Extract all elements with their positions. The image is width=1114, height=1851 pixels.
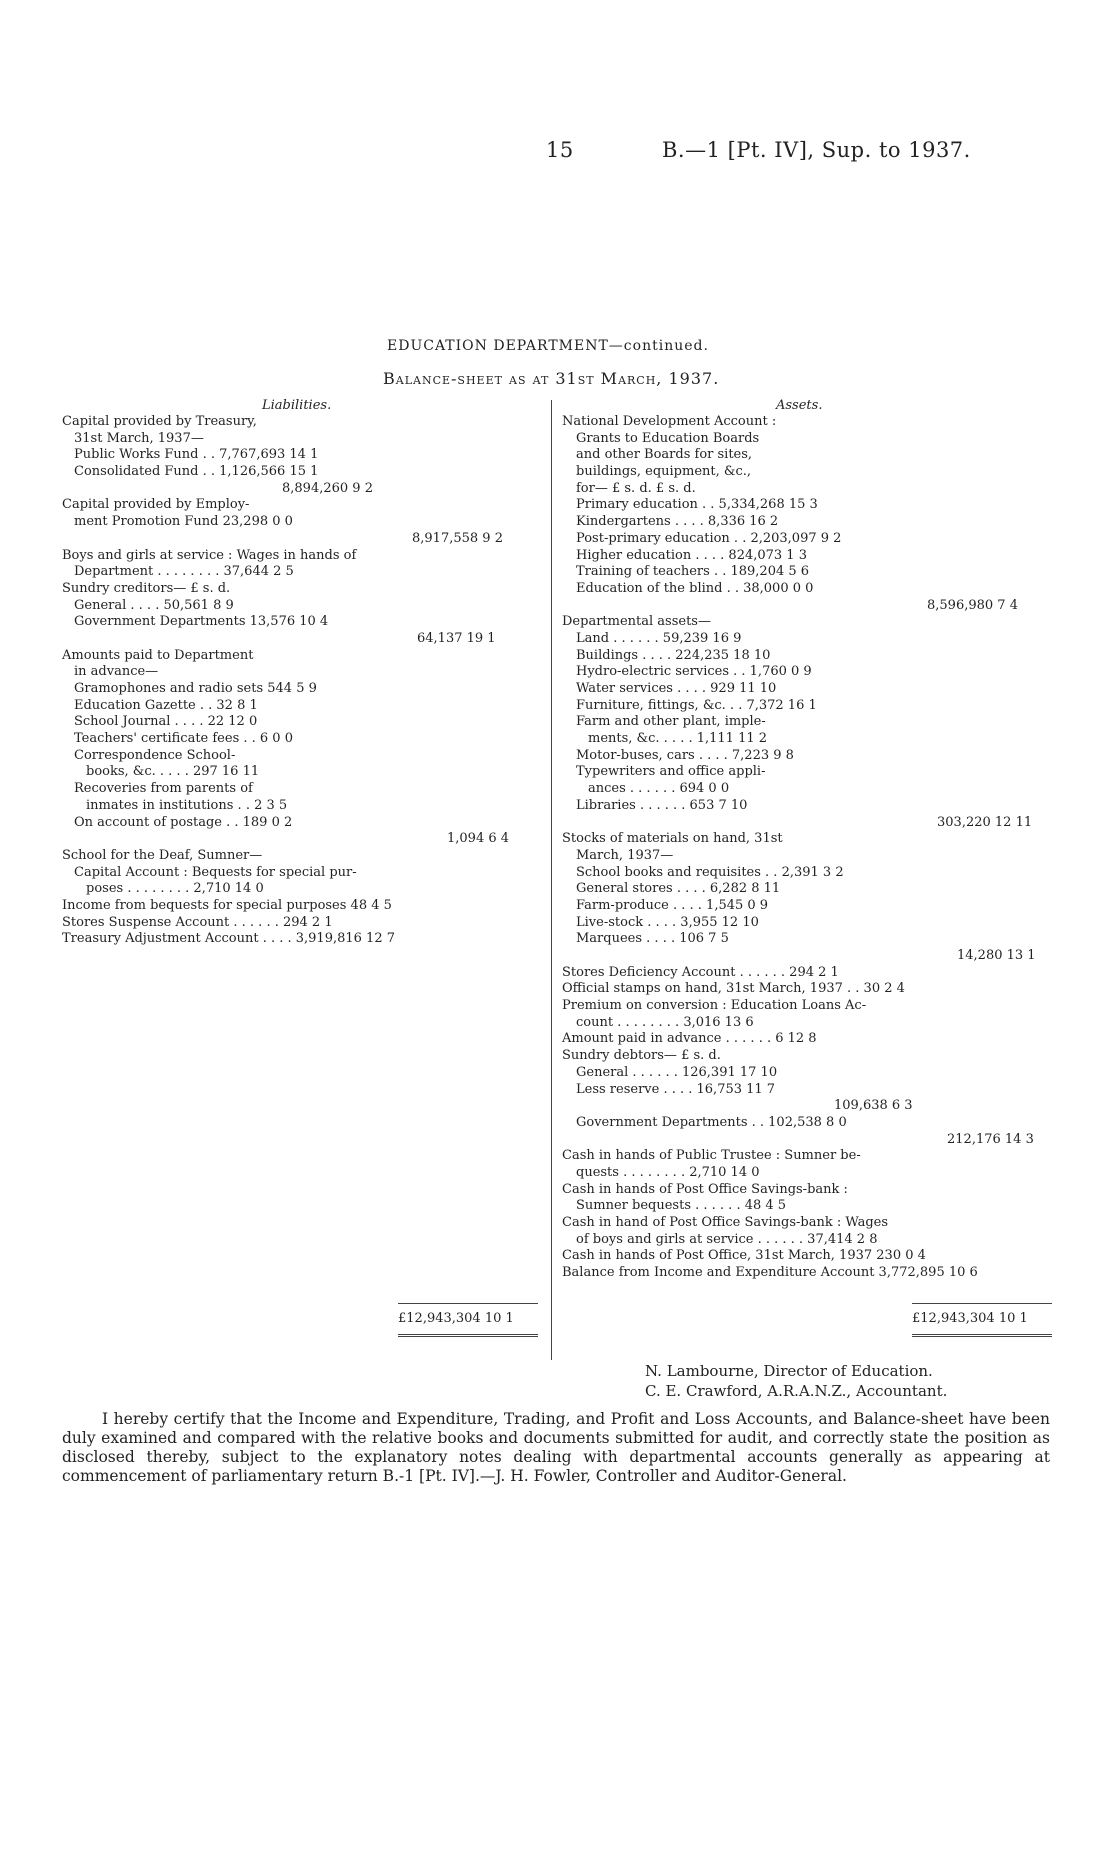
assets-table (562, 414, 1062, 1282)
asset-line: Amount paid in advance . . . . . . 6 12 8 (562, 1031, 817, 1047)
liability-line: Amounts paid to Department (62, 647, 254, 663)
asset-line: for— £ s. d. £ s. d. (576, 480, 696, 496)
asset-line: Typewriters and office appli- (576, 764, 766, 780)
liabilities-total: £12,943,304 10 1 (398, 1311, 514, 1326)
asset-line: Land . . . . . . 59,239 16 9 (576, 630, 742, 646)
asset-line: Farm and other plant, imple- (576, 714, 766, 730)
signature-director: N. Lambourne, Director of Education. (645, 1362, 933, 1380)
asset-line: Cash in hand of Post Office Savings-bank : Wages (562, 1215, 889, 1230)
asset-line: Post-primary education . . 2,203,097 9 2 (576, 530, 842, 546)
liability-line: Sundry creditors— £ s. d. (62, 580, 231, 596)
document-reference: B.—1 [Pt. IV], Sup. to 1937. (662, 138, 971, 162)
liability-line: Public Works Fund . . 7,767,693 14 1 (74, 447, 319, 463)
asset-line: Sumner bequests . . . . . . 48 4 5 (576, 1198, 787, 1214)
liabilities-total-rule-bottom (398, 1334, 538, 1337)
liability-line: General . . . . 50,561 8 9 (74, 597, 234, 613)
asset-line: Government Departments . . 102,538 8 0 (576, 1114, 847, 1130)
liability-line: ment Promotion Fund 23,298 0 0 (74, 514, 293, 530)
liability-line: Treasury Adjustment Account . . . . 3,919,816 12 7 (62, 931, 395, 947)
liability-line: inmates in institutions . . 2 3 5 (86, 797, 288, 813)
page-number: 15 (546, 138, 574, 162)
asset-line: 109,638 6 3 (834, 1098, 913, 1114)
liabilities-heading: Liabilities. (262, 398, 332, 413)
liability-line: Income from bequests for special purposes 48 4 5 (62, 897, 392, 913)
asset-line: Libraries . . . . . . 653 7 10 (576, 797, 748, 813)
assets-total: £12,943,304 10 1 (912, 1311, 1028, 1326)
liability-line: Consolidated Fund . . 1,126,566 15 1 (74, 464, 319, 480)
liability-line: Capital Account : Bequests for special pur- (74, 864, 357, 880)
asset-line: 212,176 14 3 (947, 1131, 1034, 1147)
asset-line: Higher education . . . . 824,073 1 3 (576, 547, 807, 563)
liability-line: Correspondence School- (74, 747, 236, 763)
assets-total-rule-bottom (912, 1334, 1052, 1337)
asset-line: Grants to Education Boards (576, 430, 760, 446)
asset-line: Sundry debtors— £ s. d. (562, 1048, 721, 1064)
liability-line: School for the Deaf, Sumner— (62, 847, 263, 863)
liabilities-table (62, 414, 542, 948)
asset-line: Kindergartens . . . . 8,336 16 2 (576, 514, 779, 530)
asset-line: 14,280 13 1 (957, 948, 1036, 963)
asset-line: 8,596,980 7 4 (927, 597, 1018, 613)
asset-line: National Development Account : (562, 414, 777, 429)
asset-line: quests . . . . . . . . 2,710 14 0 (576, 1164, 760, 1180)
liability-line: poses . . . . . . . . 2,710 14 0 (86, 881, 264, 897)
asset-line: March, 1937— (576, 847, 674, 863)
asset-line: General stores . . . . 6,282 8 11 (576, 881, 781, 897)
asset-line: Motor-buses, cars . . . . 7,223 9 8 (576, 747, 794, 763)
liability-line: in advance— (74, 664, 159, 680)
asset-line: Stocks of materials on hand, 31st (562, 831, 783, 847)
column-divider (551, 400, 552, 1360)
liability-line: Government Departments 13,576 10 4 (74, 614, 329, 630)
asset-line: ments, &c. . . . . 1,111 11 2 (588, 731, 768, 747)
liability-line: On account of postage . . 189 0 2 (74, 814, 293, 830)
asset-line: Education of the blind . . 38,000 0 0 (576, 580, 814, 596)
asset-line: General . . . . . . 126,391 17 10 (576, 1064, 778, 1080)
asset-line: Primary education . . 5,334,268 15 3 (576, 497, 818, 513)
liability-line: 8,917,558 9 2 (412, 530, 503, 546)
asset-line: Balance from Income and Expenditure Account 3,772,895 10 6 (562, 1265, 978, 1281)
liability-line: 1,094 6 4 (447, 831, 510, 847)
asset-line: Hydro-electric services . . 1,760 0 9 (576, 664, 812, 680)
liability-line: books, &c. . . . . 297 16 11 (86, 764, 260, 780)
asset-line: buildings, equipment, &c., (576, 464, 751, 480)
asset-line: of boys and girls at service . . . . . . 37,414 2 8 (576, 1231, 878, 1247)
balance-sheet-title: Balance-sheet as at 31st March, 1937. (383, 369, 720, 388)
asset-line: School books and requisites . . 2,391 3 2 (576, 864, 844, 880)
liability-line: Recoveries from parents of (74, 781, 253, 797)
liability-line: Education Gazette . . 32 8 1 (74, 697, 258, 713)
asset-line: Farm-produce . . . . 1,545 0 9 (576, 897, 769, 913)
asset-line: count . . . . . . . . 3,016 13 6 (576, 1014, 754, 1030)
signature-accountant: C. E. Crawford, A.R.A.N.Z., Accountant. (645, 1382, 948, 1400)
assets-heading: Assets. (776, 398, 823, 413)
liability-line: Boys and girls at service : Wages in hands of (62, 547, 357, 563)
asset-line: Furniture, fittings, &c. . . 7,372 16 1 (576, 697, 817, 713)
asset-line: Marquees . . . . 106 7 5 (576, 931, 729, 947)
liability-line: Capital provided by Treasury, (62, 414, 257, 429)
asset-line: Buildings . . . . 224,235 18 10 (576, 647, 771, 663)
liability-line: Capital provided by Employ- (62, 497, 250, 513)
liability-line: Department . . . . . . . . 37,644 2 5 (74, 564, 294, 580)
assets-total-rule-top (912, 1303, 1052, 1304)
asset-line: Departmental assets— (562, 614, 711, 630)
asset-line: Water services . . . . 929 11 10 (576, 681, 777, 696)
liability-line: 64,137 19 1 (417, 630, 496, 646)
asset-line: Cash in hands of Post Office, 31st March, 1937 230 0 4 (562, 1248, 926, 1264)
liability-line: 31st March, 1937— (74, 430, 204, 446)
asset-line: Live-stock . . . . 3,955 12 10 (576, 914, 759, 930)
asset-line: ances . . . . . . 694 0 0 (588, 781, 730, 797)
asset-line: and other Boards for sites, (576, 447, 753, 463)
liabilities-total-rule-top (398, 1303, 538, 1304)
asset-line: Stores Deficiency Account . . . . . . 294 2 1 (562, 964, 839, 980)
asset-line: Premium on conversion : Education Loans Ac- (562, 998, 867, 1014)
audit-certification: I hereby certify that the Income and Expenditure, Trading, and Profit and Loss Accounts, and Balance-sheet have been duly examined and compared with the relative books and documents submitted for audit, and correctly state the position as disclosed thereby, subject to the explanatory notes dealing with departmental accounts generally as appearing at commencement of parliamentary return B.-1 [Pt. IV].—J. H. Fowler, Controller and Auditor-General. (62, 1410, 1050, 1485)
liability-line: Stores Suspense Account . . . . . . 294 2 1 (62, 914, 333, 930)
asset-line: 303,220 12 11 (937, 814, 1033, 830)
department-title: EDUCATION DEPARTMENT—continued. (387, 338, 709, 354)
liability-line: Gramophones and radio sets 544 5 9 (74, 681, 317, 696)
liability-line: 8,894,260 9 2 (282, 480, 373, 496)
liability-line: Teachers' certificate fees . . 6 0 0 (74, 731, 293, 747)
asset-line: Cash in hands of Post Office Savings-bank : (562, 1181, 848, 1197)
liability-line: School Journal . . . . 22 12 0 (74, 714, 258, 730)
asset-line: Official stamps on hand, 31st March, 1937 . . 30 2 4 (562, 981, 905, 997)
asset-line: Training of teachers . . 189,204 5 6 (576, 564, 810, 580)
asset-line: Cash in hands of Public Trustee : Sumner be- (562, 1148, 861, 1164)
asset-line: Less reserve . . . . 16,753 11 7 (576, 1081, 776, 1097)
